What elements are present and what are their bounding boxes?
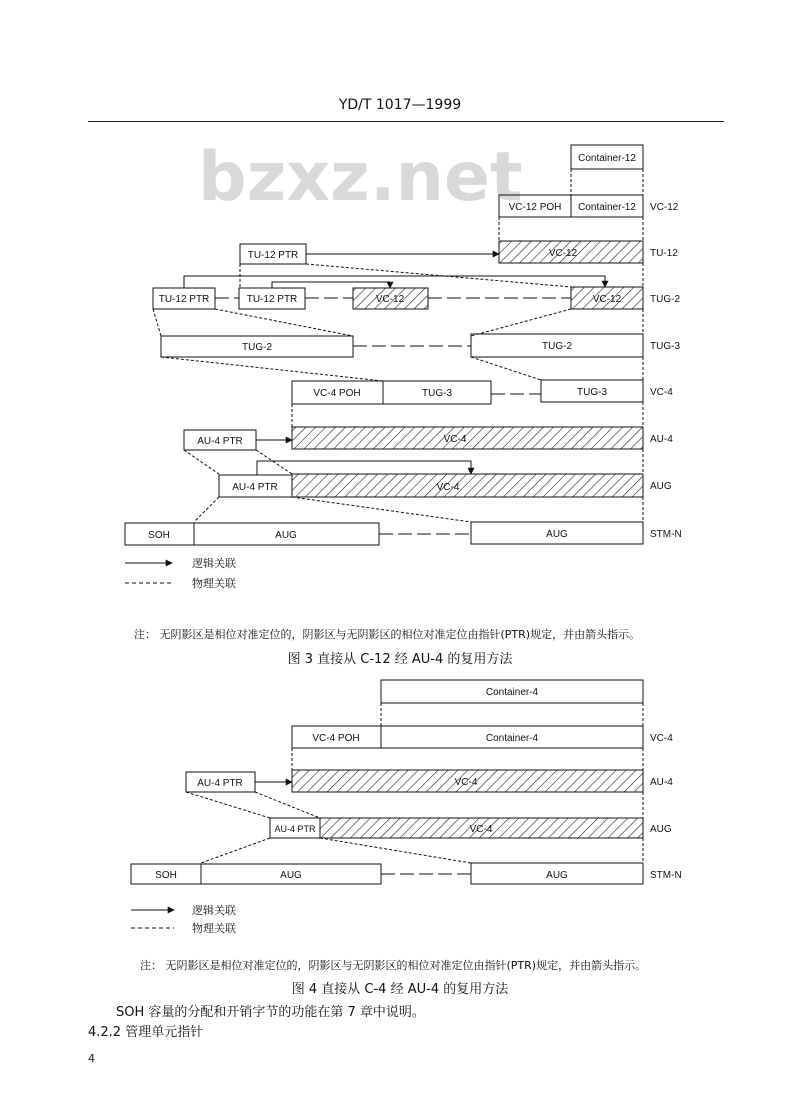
row-label-stmn: STM-N [650,529,682,540]
tu-12-ptr-label: TU-12 PTR [247,250,299,261]
tu-12-ptr-label-a: TU-12 PTR [158,294,210,305]
row-label-au4: AU-4 [650,434,673,445]
legend-logical-label: 逻辑关联 [192,557,236,570]
aug-label-a: AUG [280,870,302,881]
row-label-vc4: VC-4 [650,733,673,744]
legend-physical-label: 物理关联 [192,922,236,935]
tug-3-label-b: TUG-3 [577,387,607,398]
body-paragraph: SOH 容量的分配和开销字节的功能在第 7 章中说明。 [116,1005,425,1020]
row-label-vc4: VC-4 [650,387,673,398]
row-label-vc12: VC-12 [650,202,679,213]
row-label-tug3: TUG-3 [650,341,680,352]
vc-12-hatched-label-a: VC-12 [375,294,405,305]
container-4-label: Container-4 [485,687,539,698]
row-label-tug2: TUG-2 [650,294,680,305]
arrow-aug-ptr-to-vc4 [257,461,471,475]
vc-4-hatched-label: VC-4 [454,777,478,788]
au-4-ptr-label-aug: AU-4 PTR [232,482,278,493]
tug-2-label-b: TUG-2 [542,341,572,352]
vc-4-hatched-label-aug: VC-4 [436,482,460,493]
aug-label-b: AUG [546,529,568,540]
page-number: 4 [88,1052,95,1065]
tug-3-label-a: TUG-3 [422,388,452,399]
vc-12-hatched-label-b: VC-12 [592,294,622,305]
tug-2-label-a: TUG-2 [242,342,272,353]
container-12-label-2: Container-12 [578,202,636,213]
arrow-ptr-b-to-vc12-a [272,282,390,288]
container-12-label: Container-12 [578,153,636,164]
figure-3-caption: 图 3 直接从 C-12 经 AU-4 的复用方法 [287,652,513,667]
row-label-aug: AUG [650,824,672,835]
figure-4-caption: 图 4 直接从 C-4 经 AU-4 的复用方法 [291,982,509,997]
vc-12-poh-label: VC-12 POH [508,202,562,213]
vc-4-hatched-box [292,427,643,449]
aug-label-b: AUG [546,870,568,881]
row-label-stmn: STM-N [650,870,682,881]
row-label-au4: AU-4 [650,777,673,788]
aug-label-a: AUG [275,530,297,541]
legend-physical-label: 物理关联 [192,577,236,590]
row-label-aug: AUG [650,481,672,492]
tu-12-ptr-label-b: TU-12 PTR [246,294,298,305]
row-label-tu12: TU-12 [650,248,678,259]
figure-4-diagram [0,672,800,942]
soh-label: SOH [148,530,170,541]
section-heading: 4.2.2 管理单元指针 [88,1025,204,1040]
vc-4-hatched-label-aug: VC-4 [469,824,493,835]
legend-logical-label: 逻辑关联 [192,904,236,917]
arrow-ptr-a-to-vc12-b [184,276,605,288]
vc-12-hatched-label: VC-12 [548,248,578,259]
vc-4-hatched-box-aug [292,474,643,497]
figure-4-note: 注： 无阴影区是相位对准定位的，阴影区与无阴影区的相位对准定位由指针(PTR)规定，并由箭头指示。 [140,959,647,972]
vc-4-poh-label: VC-4 POH [313,388,361,399]
soh-label: SOH [155,870,177,881]
container-4-label-2: Container-4 [485,733,539,744]
figure-3-note: 注： 无阴影区是相位对准定位的，阴影区与无阴影区的相位对准定位由指针(PTR)规定，并由箭头指示。 [134,628,641,641]
vc-4-poh-label: VC-4 POH [312,733,360,744]
page-header: YD/T 1017—1999 [338,97,462,113]
header-rule [88,121,724,122]
watermark: bzxz.net [198,138,523,217]
vc-4-hatched-label: VC-4 [443,434,467,445]
figure-3-diagram [0,130,800,600]
au-4-ptr-label-aug: AU-4 PTR [274,824,316,834]
au-4-ptr-label: AU-4 PTR [197,778,243,789]
au-4-ptr-label: AU-4 PTR [197,436,243,447]
